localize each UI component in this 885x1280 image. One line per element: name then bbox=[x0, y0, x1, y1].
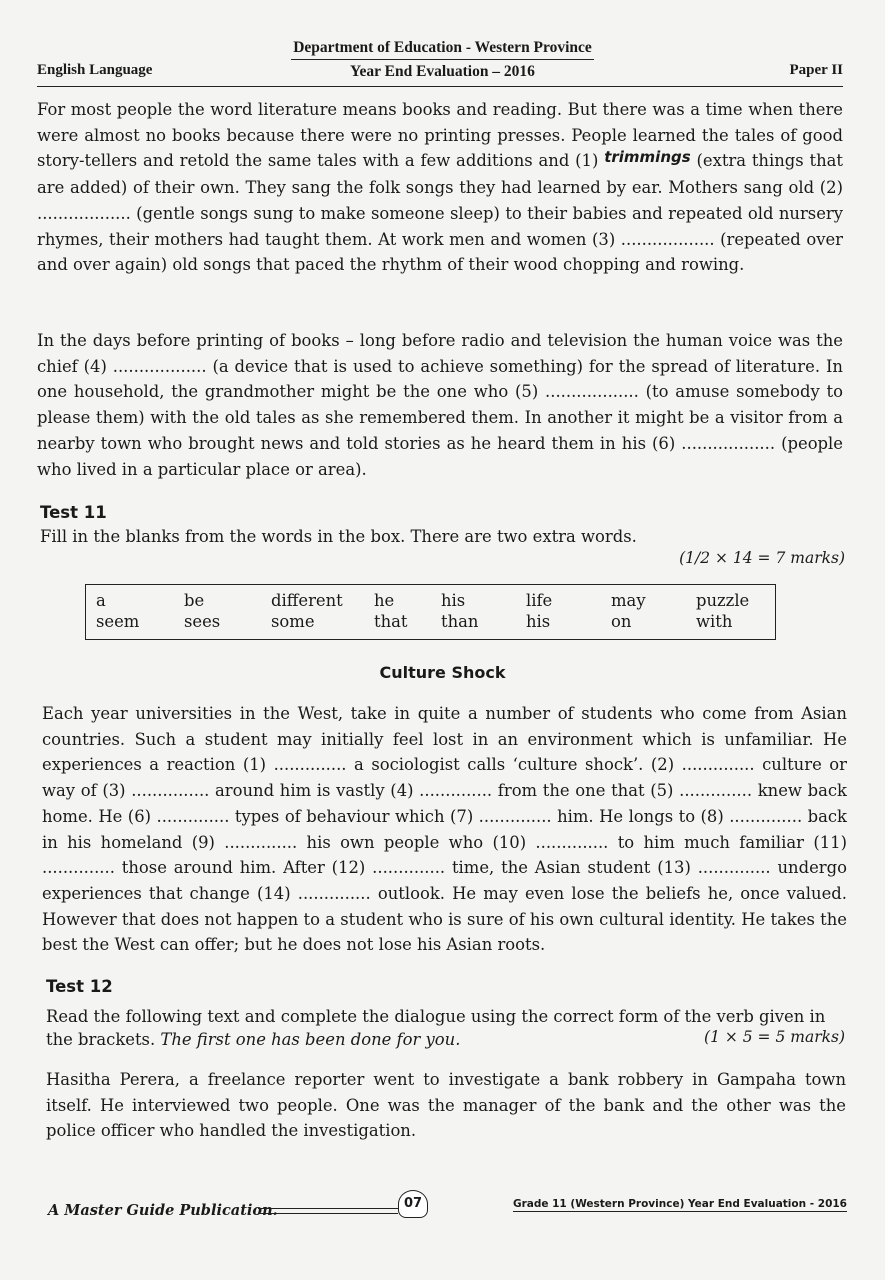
word-item: some bbox=[271, 612, 315, 631]
passage-paragraph-2: In the days before printing of books – long before radio and television the human voice was the chief (4) .................. (a device that is used to achieve something) for the spread of literature. In one household, the grandmother might be the one who (5) .................. (to amuse somebody to please them) with the old tales as she remembered them. In another it might be a visitor from a nearby town who brought news and told stories as he heard them in his (6) .................. (people who lived in a particular place or area). bbox=[37, 331, 843, 479]
word-item: his bbox=[441, 591, 466, 610]
word-item: seem bbox=[96, 612, 140, 631]
word-item: with bbox=[696, 612, 733, 631]
word-item: than bbox=[441, 612, 479, 631]
test-11-instruction: Fill in the blanks from the words in the box. There are two extra words. bbox=[40, 527, 637, 546]
word-item: different bbox=[271, 591, 343, 610]
culture-shock-passage: Each year universities in the West, take in quite a number of students who come from Asian countries. Such a student may initially feel lost in an environment which is unfamiliar. He experiences a reaction (1) .............. a sociologist calls ‘culture shock’. (2) .............. culture or way of (3) ............... around him is vastly (4) .............. from the one that (5) .............. knew back home. He (6) .............. types of behaviour which (7) .............. him. He longs to (8) .............. back in his homeland (9) .............. his own people who (10) .............. to him much familiar (11) .............. those around him. After (12) .............. time, the Asian student (13) .............. undergo experiences that change (14) .............. outlook. He may even lose the beliefs he, once valued. However that does not happen to a student who is sure of his own cultural identity. He takes the best the West can offer; but he does not lose his Asian roots. bbox=[42, 704, 847, 955]
word-item: puzzle bbox=[696, 591, 750, 610]
paper-label: Paper II bbox=[789, 62, 843, 78]
filled-answer: trimmings bbox=[604, 148, 691, 167]
word-item: he bbox=[374, 591, 395, 610]
word-item: a bbox=[96, 591, 106, 610]
culture-shock-title: Culture Shock bbox=[379, 663, 506, 682]
publisher-label: A Master Guide Publication. bbox=[48, 1202, 278, 1219]
word-item: his bbox=[526, 612, 551, 631]
passage-paragraph-1 bbox=[37, 97, 843, 278]
word-item: on bbox=[611, 612, 632, 631]
department-title: Department of Education - Western Province bbox=[291, 36, 594, 60]
passage-text: For most people the word literature means books and reading. But there was a time when there were almost no books because there were no printing presses. People learned the tales of good story-tellers and retold the same tales with a few additions and (1) bbox=[37, 100, 843, 171]
test-12-passage: Hasitha Perera, a freelance reporter went to investigate a bank robbery in Gampaha town itself. He interviewed two people. One was the manager of the bank and the other was the police officer who handled the investigation. bbox=[46, 1070, 846, 1141]
footer-grade-label: Grade 11 (Western Province) Year End Evaluation - 2016 bbox=[512, 1198, 847, 1210]
test-11-title: Test 11 bbox=[40, 503, 107, 522]
test-12-marks: (1 × 5 = 5 marks) bbox=[704, 1028, 845, 1046]
word-item: that bbox=[374, 612, 408, 631]
footer-rule bbox=[258, 1208, 398, 1214]
instruction-text: Read the following text and complete the dialogue using the correct form of the verb given in the brackets. bbox=[46, 1007, 826, 1049]
instruction-note: The first one has been done for you. bbox=[160, 1030, 461, 1049]
word-item: be bbox=[184, 591, 205, 610]
word-item: sees bbox=[184, 612, 221, 631]
word-item: may bbox=[611, 591, 646, 610]
test-11-marks: (1/2 × 14 = 7 marks) bbox=[679, 549, 845, 567]
evaluation-title: Year End Evaluation – 2016 bbox=[350, 63, 535, 80]
passage-text: (extra things that are added) of their own. They sang the folk songs they had learned by ear. Mothers sang old (2) .................. (gentle songs sung to make someone sleep) to their babies and repeated old nursery rhymes, their mothers had taught them. At work men and women (3) .................. (repeated over and over again) old songs that paced the rhythm of their wood chopping and rowing. bbox=[37, 151, 843, 275]
subject-label: English Language bbox=[37, 62, 153, 78]
test-12-title: Test 12 bbox=[46, 977, 113, 996]
header-divider bbox=[37, 86, 843, 87]
word-item: life bbox=[526, 591, 553, 610]
word-box bbox=[85, 584, 776, 640]
page-number: 07 bbox=[398, 1190, 428, 1218]
